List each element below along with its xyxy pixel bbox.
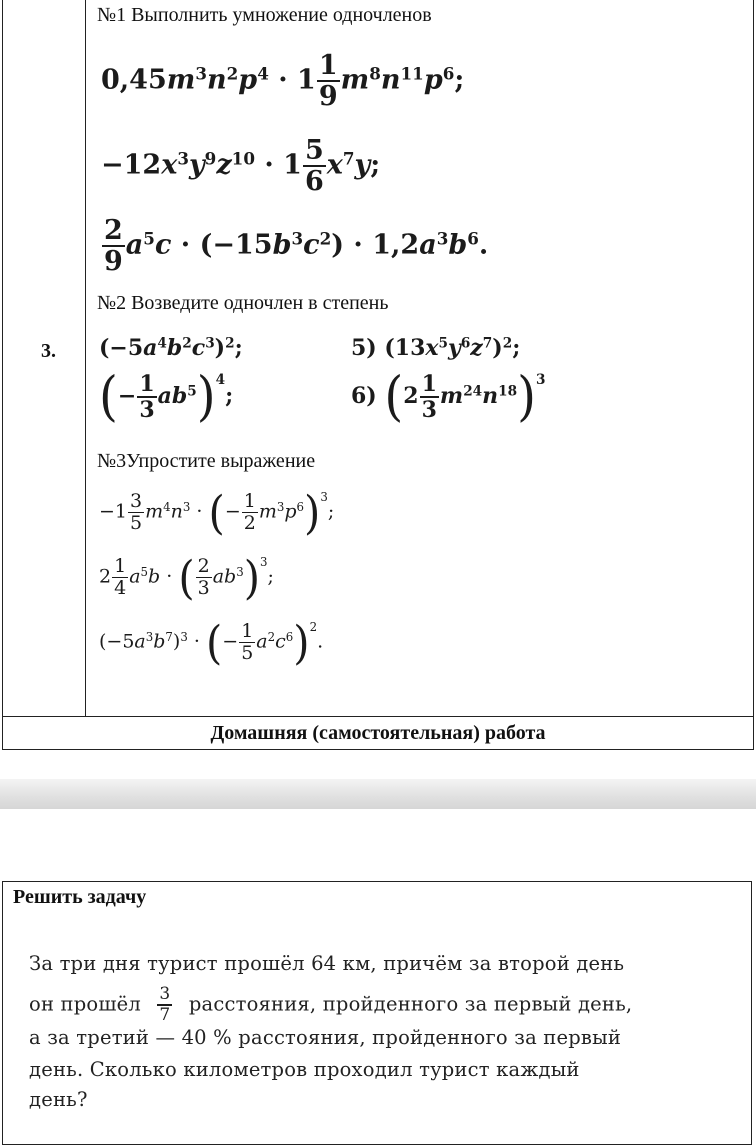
problem-line-1: За три дня турист прошёл 64 км, причём за второй день	[29, 952, 625, 975]
problem-line-4: день. Сколько километров проходил турист каждый	[29, 1058, 580, 1081]
task1-heading: №1 Выполнить умножение одночленов	[97, 4, 432, 26]
row-number: 3.	[41, 340, 56, 362]
task2-heading: №2 Возведите одночлен в степень	[97, 292, 389, 314]
task3-expression-3: $(-5a^3b^7)^3$ · (− $\frac{1}{5}$ $a^2c^6)^2$.	[99, 615, 324, 669]
problem-line-3: а за третий — 40 % расстояния, пройденного за первый	[29, 1026, 622, 1049]
fraction-denominator: 7	[159, 1005, 171, 1025]
homework-footer: Домашняя (самостоятельная) работа	[3, 716, 753, 750]
task3-heading: №3Упростите выражение	[97, 450, 316, 472]
task2-item-6: 6) (2 $\frac{1}{3}$ $m^{24}n^{18})^3$	[351, 366, 546, 428]
problem-line-2	[29, 986, 632, 1024]
task1-expression-3: $\frac{2}{9}$ $a^5c \cdot (-15b^3c^2) \cdot 1,2a^3b^6$.	[104, 215, 489, 277]
problem-box	[2, 881, 752, 1145]
task2-item-5: 5) $(13x^5y^6z^7)^2$;	[351, 335, 521, 361]
task2-item-b: (− $\frac{1}{3}$ $ab^5)^4$;	[99, 366, 234, 428]
task1-expression-1: $0,45m^3n^2p^4 \cdot 1$ $\frac{1}{9}$ $m^8n^{11}p^6$;	[101, 50, 465, 112]
task2-item-a: $(-5a^4b^2c^3)^2$;	[99, 335, 243, 361]
problem-line-5: день?	[29, 1088, 88, 1111]
page-divider	[0, 779, 756, 809]
row-number-cell	[3, 0, 86, 716]
problem-title: Решить задачу	[13, 886, 147, 908]
problem-fraction	[157, 986, 172, 1024]
problem-line-2-start: он прошёл	[29, 992, 142, 1016]
task3-expression-2: 2 $\frac{1}{4}$ $a^5b$ · ( $\frac{2}{3}$ $ab^3)^3$;	[99, 550, 274, 604]
problem-line-2-end: расстояния, пройденного за первый день,	[188, 992, 633, 1016]
fraction-numerator: 3	[159, 984, 171, 1004]
task3-expression-1: −1 $\frac{3}{5}$ $m^4n^3$ · (− $\frac{1}{2}$ $m^3p^6)^3$;	[99, 485, 335, 539]
worksheet-table	[2, 0, 754, 750]
task1-expression-2: $-12x^3y^9z^{10} \cdot 1$ $\frac{5}{6}$ $x^7y$;	[101, 135, 381, 197]
